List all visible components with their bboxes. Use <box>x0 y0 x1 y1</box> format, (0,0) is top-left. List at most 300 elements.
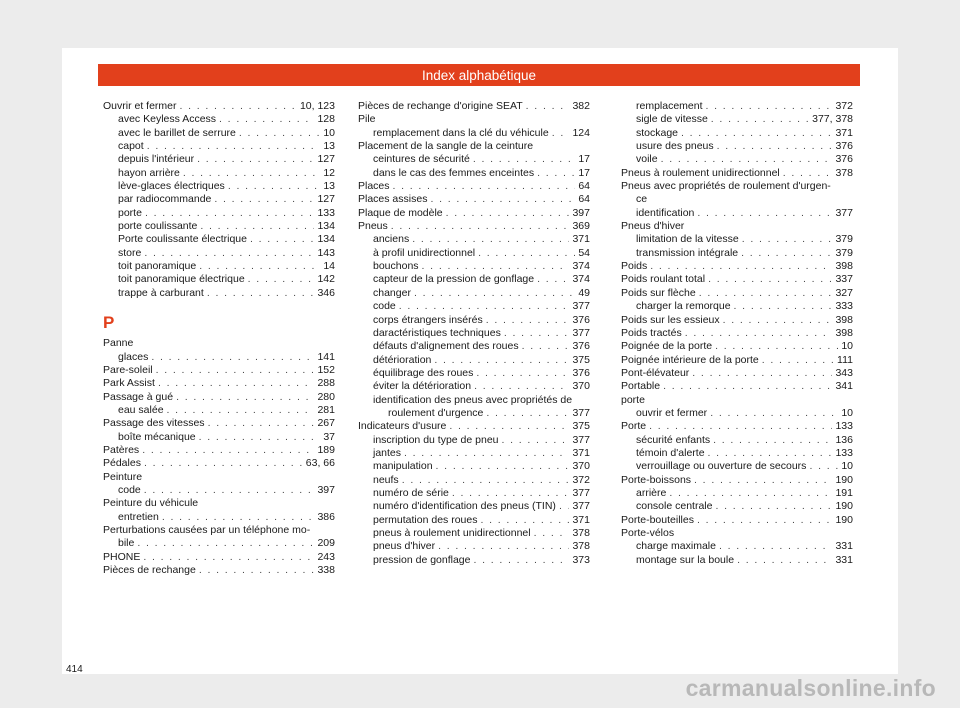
index-entry-page: 189 <box>317 443 335 456</box>
index-entry-page: 280 <box>317 390 335 403</box>
index-entry <box>358 247 590 260</box>
index-entry-page: 13 <box>323 140 335 153</box>
dot-leader <box>145 207 315 220</box>
dot-leader <box>156 364 315 377</box>
index-entry <box>103 247 335 260</box>
index-entry-label: Poids sur les essieux <box>621 313 720 326</box>
index-entry-label: pneus à roulement unidirectionnel <box>373 527 531 539</box>
index-entry <box>358 447 590 460</box>
dot-leader <box>697 514 833 527</box>
dot-leader <box>449 420 569 433</box>
index-entry-page: 376 <box>572 366 590 379</box>
index-entry-page: 190 <box>835 513 853 526</box>
index-entry <box>621 113 853 126</box>
index-entry-label: Pédales <box>103 457 141 470</box>
index-entry-page: 343 <box>835 366 853 379</box>
dot-leader <box>710 407 838 420</box>
index-entry-page: 377 <box>572 406 590 419</box>
index-entry-label: Pièces de rechange d'origine SEAT <box>358 100 523 112</box>
index-entry-label: Pont-élévateur <box>621 366 690 379</box>
index-entry-page: 191 <box>835 486 853 499</box>
index-entry-label: stockage <box>636 126 679 139</box>
index-entry-page: 327 <box>835 286 853 299</box>
index-entry-label: Places <box>358 180 390 193</box>
index-entry-page: 371 <box>572 513 590 526</box>
dot-leader <box>719 540 833 553</box>
index-entry-label: équilibrage des roues <box>373 366 474 379</box>
index-entry-page: 369 <box>572 220 590 233</box>
index-entry-page: 136 <box>835 433 853 446</box>
dot-leader <box>694 474 832 487</box>
index-entry <box>621 460 853 473</box>
index-entry-label: daractéristiques techniques <box>373 326 501 339</box>
index-entry-page: 133 <box>835 446 853 459</box>
index-entry-label: Poids sur flèche <box>621 286 696 299</box>
index-entry <box>621 314 853 327</box>
index-entry-page: 14 <box>323 260 335 273</box>
index-entry-label: Poids <box>621 260 648 273</box>
index-entry-label: voile <box>636 153 658 166</box>
index-entry-label: Ouvrir et fermer <box>103 100 177 112</box>
index-entry-label: lève-glaces électriques <box>118 180 225 193</box>
dot-leader <box>559 500 570 513</box>
dot-leader <box>219 113 314 126</box>
index-entry-page: 341 <box>835 380 853 393</box>
dot-leader <box>526 100 570 113</box>
index-entry-page: 376 <box>572 340 590 353</box>
dot-leader <box>474 554 570 567</box>
dot-leader <box>438 540 569 553</box>
index-entry <box>358 487 590 500</box>
index-entry-page: 190 <box>835 473 853 486</box>
index-entry-label: anciens <box>373 233 410 246</box>
index-entry <box>621 354 853 367</box>
index-entry-page: 377 <box>572 326 590 339</box>
index-entry <box>358 167 590 180</box>
dot-leader <box>167 404 315 417</box>
index-entry-page: 375 <box>572 420 590 433</box>
index-entry-page: 372 <box>572 473 590 486</box>
index-entry <box>358 220 590 233</box>
index-heading: Peinture du véhicule <box>103 497 199 510</box>
index-entry-label: Porte-boissons <box>621 473 692 486</box>
dot-leader <box>663 380 832 393</box>
index-entry-label: charge maximale <box>636 540 716 553</box>
index-entry-label: transmission intégrale <box>636 246 739 259</box>
index-entry-label: Patères <box>103 443 140 456</box>
index-entry-page: 243 <box>317 550 335 563</box>
index-entry <box>621 340 853 353</box>
dot-leader <box>239 127 320 140</box>
index-entry-page: 346 <box>317 286 335 299</box>
watermark-text: carmanualsonline.info <box>685 675 936 701</box>
dot-leader <box>708 447 833 460</box>
index-heading: Porte-vélos <box>621 527 675 539</box>
index-entry <box>358 540 590 553</box>
index-entry-label: boîte mécanique <box>118 430 196 443</box>
dot-leader <box>158 377 315 390</box>
index-entry-page: 333 <box>835 300 853 313</box>
index-entry <box>358 287 590 300</box>
dot-leader <box>208 417 315 430</box>
index-entry-label: Portable <box>621 380 661 393</box>
index-entry <box>358 300 590 313</box>
index-entry-page: 376 <box>835 140 853 153</box>
dot-leader <box>741 247 832 260</box>
index-entry-label: pression de gonflage <box>373 553 471 566</box>
index-heading: Pile <box>358 113 376 126</box>
index-entry <box>103 220 335 233</box>
index-entry <box>103 207 335 220</box>
index-entry-page: 378 <box>572 527 590 539</box>
dot-leader <box>681 127 832 140</box>
index-entry-label: limitation de la vitesse <box>636 233 739 246</box>
index-entry <box>621 540 853 553</box>
index-entry-label: jantes <box>373 446 402 459</box>
dot-leader <box>228 180 321 193</box>
page-number: 414 <box>66 664 83 675</box>
index-entry-page: 127 <box>317 153 335 166</box>
index-entry-page: 371 <box>835 126 853 139</box>
index-entry-label: glaces <box>118 350 149 363</box>
index-entry-label: code <box>118 483 141 496</box>
index-entry-label: verrouillage ou ouverture de secours <box>636 460 807 473</box>
index-entry <box>358 127 590 140</box>
index-entry <box>621 474 853 487</box>
dot-leader <box>250 233 314 246</box>
index-entry-label: arrière <box>636 486 667 499</box>
dot-leader <box>711 113 809 126</box>
index-entry <box>621 100 853 113</box>
index-entry-page: 133 <box>317 206 335 219</box>
dot-leader <box>436 460 570 473</box>
index-entry-page: 398 <box>835 313 853 326</box>
index-entry-page: 209 <box>317 537 335 550</box>
index-entry <box>621 260 853 273</box>
index-entry-label: Porte coulissante électrique <box>118 233 247 246</box>
index-entry-page: 331 <box>835 553 853 566</box>
dot-leader <box>393 180 576 193</box>
dot-leader <box>144 457 303 470</box>
index-column-2 <box>358 100 590 567</box>
index-entry-page: 379 <box>835 246 853 259</box>
dot-leader <box>685 327 833 340</box>
index-entry <box>103 444 335 457</box>
index-entry <box>103 113 335 126</box>
dot-leader <box>434 354 569 367</box>
dot-leader <box>452 487 570 500</box>
index-entry <box>621 380 853 393</box>
index-entry <box>358 514 590 527</box>
index-entry <box>103 233 335 246</box>
index-entry <box>103 457 335 470</box>
index-entry-label: capot <box>118 140 144 153</box>
dot-leader <box>478 247 575 260</box>
index-entry-label: Poignée intérieure de la porte <box>621 353 759 366</box>
index-entry-page: 376 <box>835 153 853 166</box>
index-entry <box>358 367 590 380</box>
index-entry-label: Poids tractés <box>621 326 682 339</box>
index-heading: Panne <box>103 337 134 350</box>
index-entry-page: 134 <box>317 220 335 233</box>
index-entry-page: 12 <box>323 166 335 179</box>
index-entry <box>621 300 853 313</box>
index-entry-label: Passage à gué <box>103 390 174 403</box>
index-entry-page: 143 <box>317 246 335 259</box>
index-entry-label: Poignée de la porte <box>621 340 713 353</box>
index-entry-label: store <box>118 246 142 259</box>
index-entry-label: numéro de série <box>373 486 449 499</box>
index-entry-label: entretien <box>118 510 159 523</box>
page-header <box>98 64 860 86</box>
dot-leader <box>214 193 314 206</box>
index-entry-label: bouchons <box>373 260 419 273</box>
dot-leader <box>143 551 314 564</box>
index-entry <box>358 233 590 246</box>
dot-leader <box>200 220 314 233</box>
index-entry-label: Indicateurs d'usure <box>358 420 447 433</box>
index-column-3 <box>621 100 853 567</box>
index-entry <box>621 407 853 420</box>
index-entry-page: 379 <box>835 233 853 246</box>
dot-leader <box>486 407 569 420</box>
dot-leader <box>474 380 569 393</box>
dot-leader <box>762 354 834 367</box>
index-entry <box>358 407 590 420</box>
index-entry <box>621 207 853 220</box>
index-entry-page: 397 <box>572 206 590 219</box>
index-entry <box>621 233 853 246</box>
index-entry-label: défauts d'alignement des roues <box>373 340 519 353</box>
index-entry <box>358 434 590 447</box>
index-entry-page: 64 <box>578 193 590 206</box>
index-entry <box>621 153 853 166</box>
index-entry <box>358 153 590 166</box>
index-entry-page: 37 <box>323 430 335 443</box>
dot-leader <box>692 367 832 380</box>
dot-leader <box>737 554 832 567</box>
index-entry-label: bile <box>118 537 135 550</box>
dot-leader <box>723 314 833 327</box>
dot-leader <box>399 300 570 313</box>
index-entry-label: inscription du type de pneu <box>373 433 499 446</box>
index-entry-label: pneus d'hiver <box>373 540 436 553</box>
index-entry <box>103 431 335 444</box>
index-entry-label: trappe à carburant <box>118 286 204 299</box>
page-title: Index alphabétique <box>421 67 537 83</box>
index-entry-label: code <box>373 300 396 313</box>
index-entry-page: 10, 123 <box>299 100 335 112</box>
dot-leader <box>697 207 832 220</box>
index-entry-page: 398 <box>835 260 853 273</box>
index-entry-page: 64 <box>578 180 590 193</box>
index-entry <box>621 127 853 140</box>
index-entry <box>103 153 335 166</box>
index-entry-label: à profil unidirectionnel <box>373 246 476 259</box>
dot-leader <box>422 260 570 273</box>
dot-leader <box>715 340 838 353</box>
index-page <box>62 48 898 674</box>
index-entry-label: manipulation <box>373 460 433 473</box>
index-entry-label: identification <box>636 206 695 219</box>
index-entry <box>103 127 335 140</box>
index-entry <box>358 273 590 286</box>
index-entry <box>621 140 853 153</box>
index-entry <box>621 167 853 180</box>
index-entry-page: 142 <box>317 273 335 286</box>
dot-leader <box>412 233 569 246</box>
index-entry-page: 128 <box>317 113 335 126</box>
dot-leader <box>809 460 838 473</box>
index-heading: Placement de la sangle de la ceinture <box>358 140 534 153</box>
index-entry <box>103 484 335 497</box>
dot-leader <box>144 484 315 497</box>
index-entry-page: 370 <box>572 460 590 473</box>
index-entry-label: toit panoramique électrique <box>118 273 245 286</box>
index-entry-page: 17 <box>578 153 590 166</box>
index-entry-page: 377 <box>572 500 590 513</box>
index-heading: Peinture <box>103 470 143 483</box>
index-entry <box>358 554 590 567</box>
index-entry-label: sigle de vitesse <box>636 113 708 126</box>
index-entry <box>358 380 590 393</box>
index-entry <box>621 447 853 460</box>
dot-leader <box>430 193 575 206</box>
index-column-1 <box>103 100 335 577</box>
index-entry-page: 10 <box>841 460 853 473</box>
dot-leader <box>486 314 570 327</box>
dot-leader <box>476 367 569 380</box>
index-entry-label: remplacement dans la clé du véhicule <box>373 126 549 139</box>
index-entry-label: toit panoramique <box>118 260 197 273</box>
dot-leader <box>151 351 314 364</box>
index-entry-page: 152 <box>317 363 335 376</box>
index-entry-page: 338 <box>317 564 335 576</box>
index-entry <box>103 287 335 300</box>
index-entry-page: 10 <box>841 406 853 419</box>
index-entry-label: Porte <box>621 420 647 433</box>
index-entry <box>103 273 335 286</box>
index-entry-label: changer <box>373 286 411 299</box>
dot-leader <box>199 431 321 444</box>
index-entry <box>103 193 335 206</box>
index-entry-label: usure des pneus <box>636 140 714 153</box>
index-entry <box>358 260 590 273</box>
index-entry <box>358 354 590 367</box>
index-entry-label: Porte-bouteilles <box>621 513 694 526</box>
index-entry-page: 281 <box>317 403 335 416</box>
index-entry <box>621 500 853 513</box>
index-entry <box>358 340 590 353</box>
index-entry <box>103 377 335 390</box>
dot-leader <box>734 300 833 313</box>
index-entry-label: Pièces de rechange <box>103 564 196 576</box>
index-entry-label: avec Keyless Access <box>118 113 217 126</box>
index-entry-page: 124 <box>572 126 590 139</box>
index-entry-page: 111 <box>837 353 853 366</box>
index-entry-page: 376 <box>572 313 590 326</box>
index-entry-label: numéro d'identification des pneus (TIN) <box>373 500 556 513</box>
dot-leader <box>199 564 315 577</box>
index-entry <box>103 551 335 564</box>
index-entry <box>103 260 335 273</box>
index-entry-page: 331 <box>835 540 853 553</box>
dot-leader <box>480 514 569 527</box>
index-entry-label: charger la remorque <box>636 300 731 313</box>
index-entry-page: 190 <box>835 500 853 513</box>
index-entry <box>621 514 853 527</box>
index-heading: Perturbations causées par un téléphone mo- <box>103 523 311 536</box>
index-entry-page: 377 <box>572 300 590 313</box>
dot-leader <box>199 260 320 273</box>
index-entry-page: 10 <box>323 126 335 139</box>
dot-leader <box>504 327 570 340</box>
dot-leader <box>713 434 832 447</box>
dot-leader <box>708 273 832 286</box>
dot-leader <box>742 233 833 246</box>
index-entry-page: 373 <box>572 553 590 566</box>
index-entry-page: 17 <box>578 166 590 179</box>
index-section-letter: P <box>103 313 115 333</box>
index-entry-page: 375 <box>572 353 590 366</box>
index-entry <box>621 554 853 567</box>
index-entry-page: 133 <box>835 420 853 433</box>
index-entry <box>103 351 335 364</box>
dot-leader <box>649 420 832 433</box>
index-entry-label: éviter la détérioration <box>373 380 472 393</box>
index-entry-label: PHONE <box>103 550 141 563</box>
index-entry-label: hayon arrière <box>118 166 180 179</box>
index-entry-label: Poids roulant total <box>621 273 706 286</box>
index-entry <box>621 327 853 340</box>
dot-leader <box>650 260 832 273</box>
index-entry-page: 141 <box>317 350 335 363</box>
dot-leader <box>162 511 315 524</box>
dot-leader <box>706 100 833 113</box>
dot-leader <box>715 500 832 513</box>
dot-leader <box>717 140 833 153</box>
dot-leader <box>473 153 575 166</box>
index-entry <box>621 487 853 500</box>
index-entry-label: porte coulissante <box>118 220 198 233</box>
dot-leader <box>183 167 320 180</box>
index-entry-page: 374 <box>572 273 590 286</box>
index-entry <box>358 180 590 193</box>
index-entry-page: 54 <box>578 246 590 259</box>
index-entry <box>103 167 335 180</box>
index-entry-label: permutation des roues <box>373 513 478 526</box>
index-entry <box>103 511 335 524</box>
index-entry <box>358 207 590 220</box>
index-entry-page: 13 <box>323 180 335 193</box>
index-entry-label: montage sur la boule <box>636 553 735 566</box>
index-entry-label: roulement d'urgence <box>388 406 484 419</box>
index-entry-page: 371 <box>572 233 590 246</box>
index-entry-label: Places assises <box>358 193 428 206</box>
dot-leader <box>534 527 570 540</box>
index-entry <box>358 100 590 113</box>
dot-leader <box>699 287 833 300</box>
dot-leader <box>537 273 569 286</box>
index-entry <box>621 287 853 300</box>
dot-leader <box>669 487 832 500</box>
index-entry-label: console centrale <box>636 500 713 513</box>
index-entry <box>621 247 853 260</box>
index-entry-label: Pare-soleil <box>103 363 153 376</box>
index-entry-page: 398 <box>835 326 853 339</box>
index-entry <box>358 193 590 206</box>
index-entry-label: Pneus à roulement unidirectionnel <box>621 166 780 179</box>
